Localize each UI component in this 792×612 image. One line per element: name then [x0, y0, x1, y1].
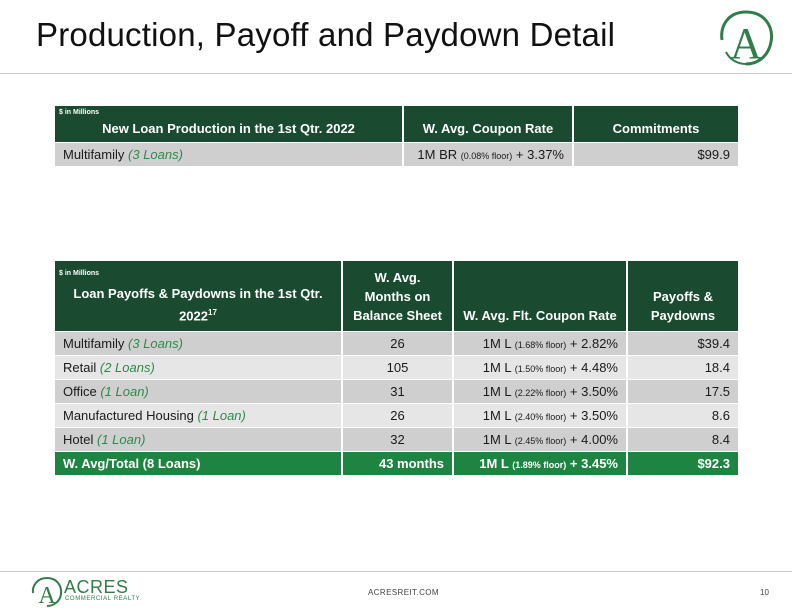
svg-text:A: A [38, 583, 56, 608]
acres-footer-logo-icon [30, 576, 64, 608]
payoff-header-amount: Payoffs & Paydowns [627, 261, 738, 332]
brand-tagline: COMMERCIAL REALTY [65, 596, 141, 602]
coupon-rate-cell: 1M BR (0.08% floor) + 3.37% [403, 143, 573, 167]
table-row [55, 143, 738, 167]
units-label: $ in Millions [59, 270, 100, 277]
footer-divider [0, 571, 792, 572]
payoff-header-months: W. Avg. Months on Balance Sheet [342, 261, 453, 332]
total-row: W. Avg/Total (8 Loans) 43 months 1M L (1.89% floor) + 3.45% $92.3 [55, 452, 738, 476]
title-divider [0, 73, 792, 74]
payoff-table [55, 261, 738, 475]
units-label: $ in Millions [59, 109, 100, 116]
payoff-header-type: $ in Millions Loan Payoffs & Paydowns in the 1st Qtr. 2022$^{17}$ [55, 261, 342, 332]
production-header-rate: W. Avg. Coupon Rate [403, 106, 573, 143]
production-header-commitments: Commitments [573, 106, 738, 143]
table-row: Multifamily (3 Loans) 26 1M L (1.68% floor) + 2.82% $39.4 [55, 332, 738, 356]
acres-logo-icon [716, 8, 776, 68]
logo-monogram: A [730, 19, 762, 68]
table-row: Retail (2 Loans) 105 1M L (1.50% floor) + 4.48% 18.4 [55, 356, 738, 380]
brand-name: ACRES [64, 577, 129, 597]
loan-type-cell: Multifamily (3 Loans) [55, 143, 403, 167]
commitments-cell: $99.9 [573, 143, 738, 167]
production-table [55, 106, 738, 166]
page-number: 10 [760, 588, 769, 597]
table-row: Hotel (1 Loan) 32 1M L (2.45% floor) + 4.00% 8.4 [55, 428, 738, 452]
table-row: Office (1 Loan) 31 1M L (2.22% floor) + 3.50% 17.5 [55, 380, 738, 404]
production-header-type: $ in Millions New Loan Production in the 1st Qtr. 2022 [55, 106, 403, 143]
page-title: Production, Payoff and Paydown Detail [36, 16, 616, 53]
table-row: Manufactured Housing (1 Loan) 26 1M L (2.40% floor) + 3.50% 8.6 [55, 404, 738, 428]
footer-url[interactable]: ACRESREIT.COM [368, 588, 439, 597]
payoff-header-rate: W. Avg. Flt. Coupon Rate [453, 261, 627, 332]
